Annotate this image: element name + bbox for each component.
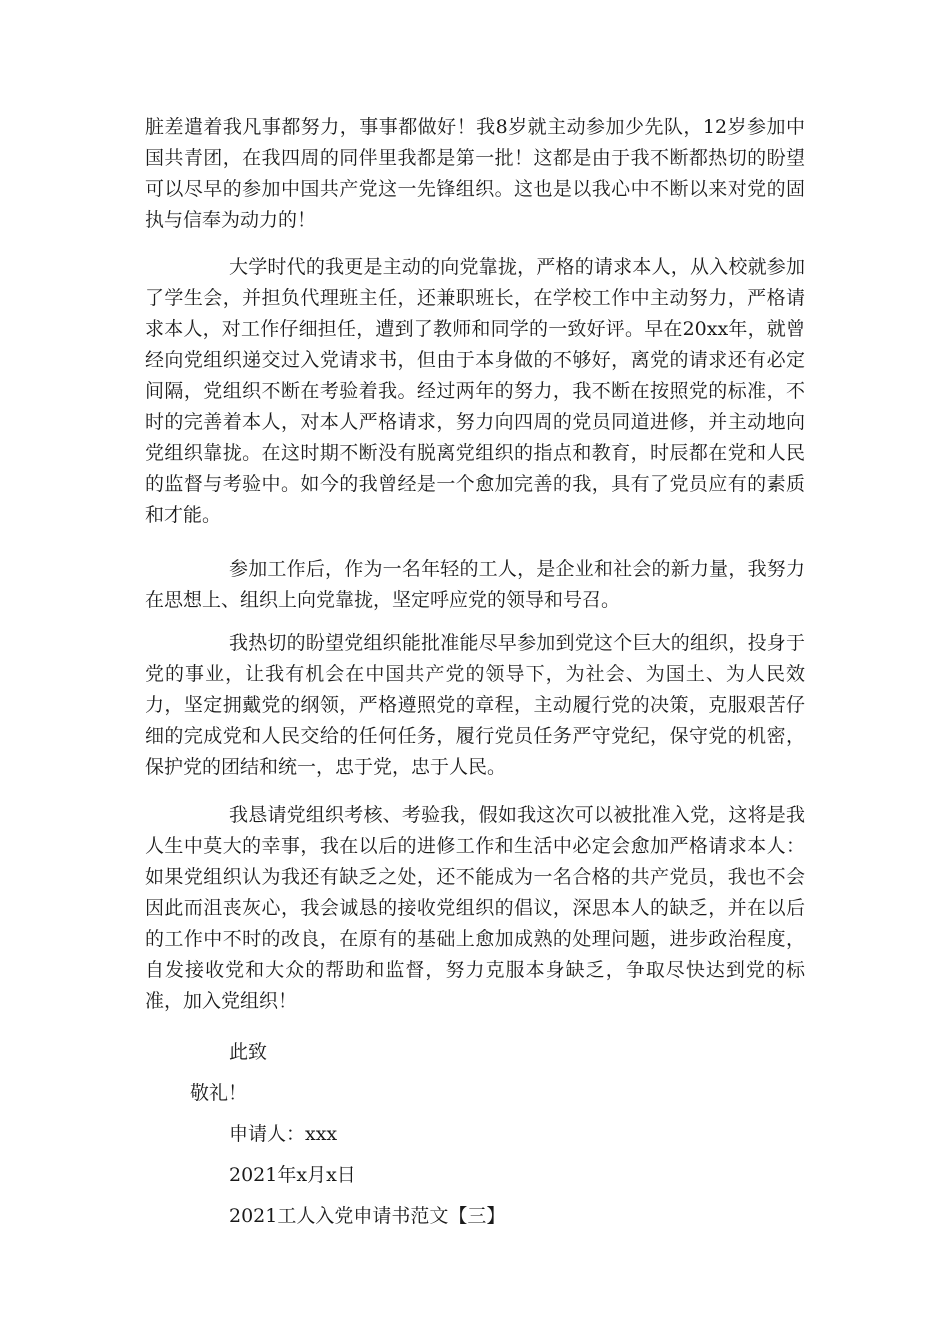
paragraph-1: 脏差遣着我凡事都努力，事事都做好！我8岁就主动参加少先队，12岁参加中国共青团，在我四周的同伴里我都是第一批！这都是由于我不断都热切的盼望可以尽早的参加中国共产党这一先锋组织。这也是以我心中不断以来对党的固执与信奉为动力的！ bbox=[145, 116, 805, 231]
applicant-signature: 申请人：xxx bbox=[229, 1123, 338, 1145]
closing-respect: 敬礼！ bbox=[190, 1082, 248, 1104]
closing-salutation: 此致 bbox=[229, 1041, 268, 1063]
paragraph-2: 大学时代的我更是主动的向党靠拢，严格的请求本人，从入校就参加了学生会，并担负代理班主任，还兼职班长，在学校工作中主动努力，严格请求本人，对工作仔细担任，遭到了教师和同学的一致好评。早在20xx年，就曾经向党组织递交过入党请求书，但由于本身做的不够好，离党的请求还有必定间隔，党组织不断在考验着我。经过两年的努力，我不断在按照党的标准，不时的完善着本人，对本人严格请求，努力向四周的党员同道进修，并主动地向党组织靠拢。在这时期不断没有脱离党组织的指点和教育，时辰都在党和人民的监督与考验中。如今的我曾经是一个愈加完善的我，具有了党员应有的素质和才能。 bbox=[145, 256, 805, 526]
application-date: 2021年x月x日 bbox=[229, 1164, 356, 1186]
paragraph-4: 我热切的盼望党组织能批准能尽早参加到党这个巨大的组织，投身于党的事业，让我有机会在中国共产党的领导下，为社会、为国土、为人民效力，坚定拥戴党的纲领，严格遵照党的章程，主动履行党的决策，克服艰苦仔细的完成党和人民交给的任何任务，履行党员任务严守党纪，保守党的机密，保护党的团结和统一，忠于党，忠于人民。 bbox=[145, 632, 805, 778]
paragraph-5: 我恳请党组织考核、考验我，假如我这次可以被批准入党，这将是我人生中莫大的幸事，我在以后的进修工作和生活中必定会愈加严格请求本人：如果党组织认为我还有缺乏之处，还不能成为一名合格的共产党员，我也不会因此而沮丧灰心，我会诚恳的接收党组织的倡议，深思本人的缺乏，并在以后的工作中不时的改良，在原有的基础上愈加成熟的处理问题，进步政治程度，自发接收党和大众的帮助和监督，努力克服本身缺乏，争取尽快达到党的标准，加入党组织！ bbox=[145, 804, 805, 1012]
paragraph-3: 参加工作后，作为一名年轻的工人，是企业和社会的新力量，我努力在思想上、组织上向党靠拢，坚定呼应党的领导和号召。 bbox=[145, 558, 805, 611]
next-section-title: 2021工人入党申请书范文【三】 bbox=[229, 1205, 506, 1227]
